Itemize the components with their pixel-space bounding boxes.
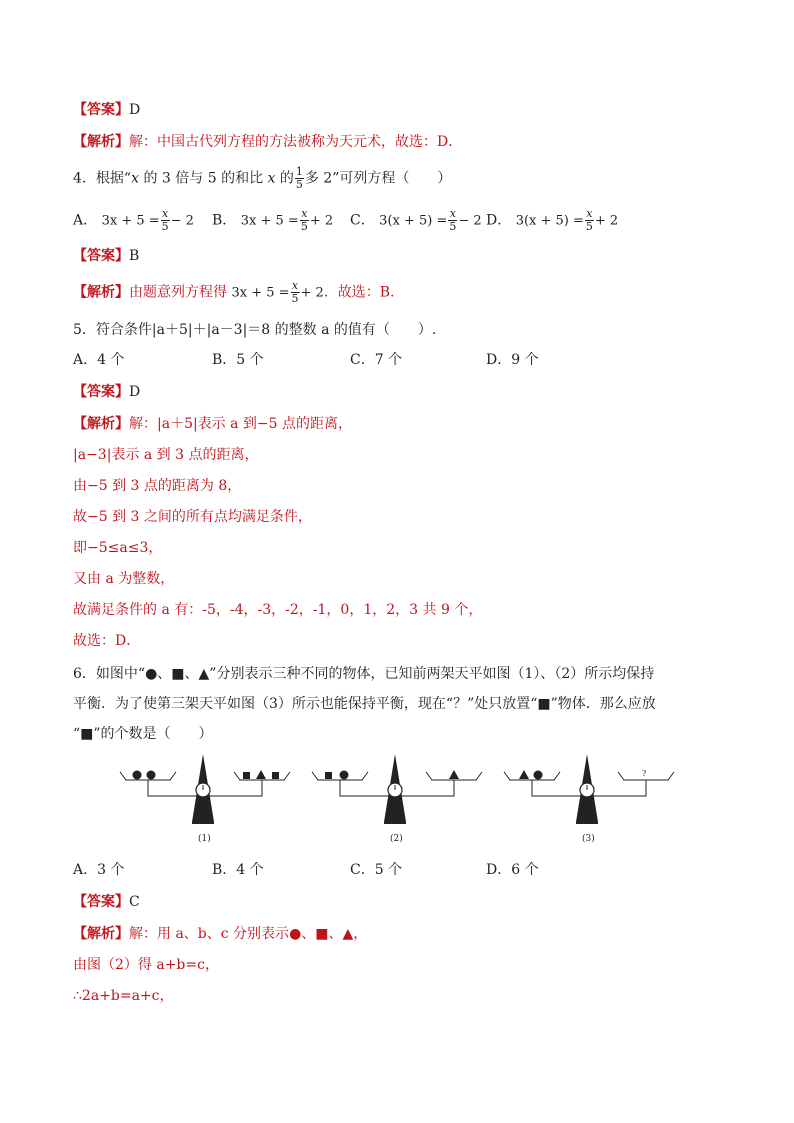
frac-den: 5 — [300, 220, 308, 233]
balance-2 — [312, 754, 482, 824]
q4-option-a — [73, 208, 194, 233]
q5-analysis-line-1 — [73, 414, 754, 434]
q6-stem-line-1 — [73, 664, 754, 684]
analysis-text: ， — [353, 926, 368, 942]
frac-num: x — [291, 279, 299, 292]
fraction — [585, 208, 594, 233]
option-letter: B． — [212, 212, 237, 229]
figure-caption-3: (3) — [582, 834, 595, 844]
frac-num: x — [162, 207, 169, 220]
option-letter: A． — [73, 212, 98, 229]
analysis-rhs: + 2 — [300, 285, 324, 301]
stem-text: 如图中“●、■、▲”分别表示三种不同的物体，已知前两架天平如图（1）、（2）所示均保持 — [95, 666, 655, 682]
q3-answer-line — [73, 100, 754, 120]
option-letter: C． — [350, 212, 375, 229]
answer-tag: 【答案】 — [73, 102, 129, 118]
frac-den: 5 — [291, 292, 299, 305]
circle-object — [534, 771, 543, 780]
frac-num: 1 — [295, 165, 303, 178]
frac-den: 5 — [585, 220, 593, 233]
option-lhs: 3(x + 5) = — [379, 213, 448, 229]
stem-var: x — [267, 170, 276, 187]
analysis-lhs: 3x + 5 = — [231, 285, 290, 301]
q6-stem-line-3: “■”的个数是（ ） — [73, 726, 213, 742]
circle-object — [340, 771, 349, 780]
answer-tag: 【答案】 — [73, 248, 129, 264]
triangle-object — [449, 770, 459, 779]
frac-den: 5 — [295, 178, 303, 191]
q5-option-c: C．7 个 — [350, 352, 403, 368]
question-number: 4． — [73, 170, 96, 187]
q5-analysis-line-5: 即−5≤a≤3， — [73, 540, 163, 556]
q6-analysis-line-2: 由图（2）得 a+b=c， — [73, 957, 219, 973]
q6-option-b: B．4 个 — [212, 862, 264, 878]
analysis-text: ．故选：B． — [323, 284, 405, 301]
answer-value: D — [129, 384, 141, 400]
q5-option-b: B．5 个 — [212, 352, 264, 368]
q4-stem — [73, 166, 754, 191]
analysis-tag: 【解析】 — [73, 416, 129, 432]
fraction — [295, 166, 304, 191]
balance-1 — [120, 754, 290, 824]
fraction — [161, 208, 170, 233]
triangle-object — [519, 770, 529, 779]
q6-option-d: D．6 个 — [486, 862, 539, 878]
frac-num: x — [449, 207, 456, 220]
option-lhs: 3x + 5 = — [101, 213, 160, 229]
q4-analysis-line — [73, 280, 754, 305]
stem-var: x — [131, 170, 139, 187]
q4-answer-line — [73, 246, 754, 266]
q3-analysis-line — [73, 132, 754, 152]
stem-text: 符合条件|a＋5|＋|a－3|＝8 的整数 a 的值有（ ）. — [95, 322, 437, 338]
q4-option-d — [486, 208, 618, 233]
circle-object — [133, 771, 142, 780]
analysis-text: 解：用 a、b、c 分别表示 — [129, 926, 290, 942]
square-object — [325, 772, 332, 779]
question-number: 5． — [73, 322, 96, 338]
answer-tag: 【答案】 — [73, 384, 129, 400]
square-object — [272, 772, 279, 779]
q5-analysis-line-8: 故选：D． — [73, 633, 141, 649]
analysis-tag: 【解析】 — [73, 926, 129, 942]
question-number: 6． — [73, 666, 96, 682]
frac-den: 5 — [449, 220, 457, 233]
option-rhs: + 2 — [309, 213, 334, 229]
q6-analysis-line-1 — [73, 924, 754, 944]
analysis-tag: 【解析】 — [73, 134, 129, 150]
q5-analysis-line-4: 故−5 到 3 之间的所有点均满足条件， — [73, 509, 312, 525]
q5-analysis-line-6: 又由 a 为整数， — [73, 571, 175, 587]
figure-caption-1: (1) — [198, 834, 211, 844]
unknown-mark: ? — [642, 769, 647, 778]
q5-answer-line — [73, 382, 754, 402]
q6-stem-line-2: 平衡．为了使第三架天平如图（3）所示也能保持平衡，现在“？”处只放置“■”物体．那么应放 — [73, 696, 656, 712]
q6-option-a: A．3 个 — [73, 862, 125, 878]
q5-option-d: D．9 个 — [486, 352, 539, 368]
option-lhs: 3(x + 5) = — [515, 213, 584, 229]
q5-option-a: A．4 个 — [73, 352, 125, 368]
fraction — [448, 208, 457, 233]
analysis-symbols: ●、■、▲ — [289, 926, 354, 942]
stem-text: 根据“ — [95, 170, 132, 187]
figure-caption-2: (2) — [390, 834, 403, 844]
q5-analysis-line-2: |a−3|表示 a 到 3 点的距离， — [73, 447, 259, 463]
fraction — [291, 280, 300, 305]
frac-den: 5 — [161, 220, 169, 233]
q6-option-c: C．5 个 — [350, 862, 403, 878]
q6-analysis-line-3: ∴2a+b=a+c， — [73, 988, 174, 1004]
square-object — [243, 772, 250, 779]
q6-answer-line — [73, 892, 754, 912]
q4-option-b — [212, 208, 333, 233]
triangle-object — [256, 770, 266, 779]
analysis-text: 解：|a＋5|表示 a 到−5 点的距离， — [129, 416, 353, 432]
q5-stem — [73, 320, 754, 340]
option-rhs: + 2 — [594, 213, 619, 229]
option-rhs: − 2 — [170, 213, 194, 229]
answer-value: D — [129, 102, 141, 118]
option-rhs: − 2 — [458, 213, 482, 229]
stem-text: 的 3 倍与 5 的和比 — [139, 170, 268, 187]
fraction — [300, 208, 309, 233]
q5-analysis-line-3: 由−5 到 3 点的距离为 8， — [73, 478, 242, 494]
answer-tag: 【答案】 — [73, 894, 129, 910]
circle-object — [147, 771, 156, 780]
stem-text: 多 2”可列方程（ ） — [304, 170, 452, 187]
answer-value: C — [129, 894, 140, 910]
option-letter: D． — [486, 212, 512, 229]
q4-option-c — [350, 208, 482, 233]
analysis-text: 解：中国古代列方程的方法被称为天元术，故选：D． — [129, 134, 463, 150]
option-lhs: 3x + 5 = — [240, 213, 299, 229]
balance-3 — [504, 754, 674, 824]
analysis-text: 由题意列方程得 — [129, 284, 232, 301]
frac-num: x — [586, 207, 593, 220]
frac-num: x — [301, 207, 308, 220]
answer-value: B — [129, 248, 140, 264]
analysis-tag: 【解析】 — [73, 284, 129, 301]
q5-analysis-line-7: 故满足条件的 a 有：-5，-4，-3，-2，-1，0，1，2，3 共 9 个， — [73, 602, 483, 618]
stem-text: 的 — [275, 170, 294, 187]
